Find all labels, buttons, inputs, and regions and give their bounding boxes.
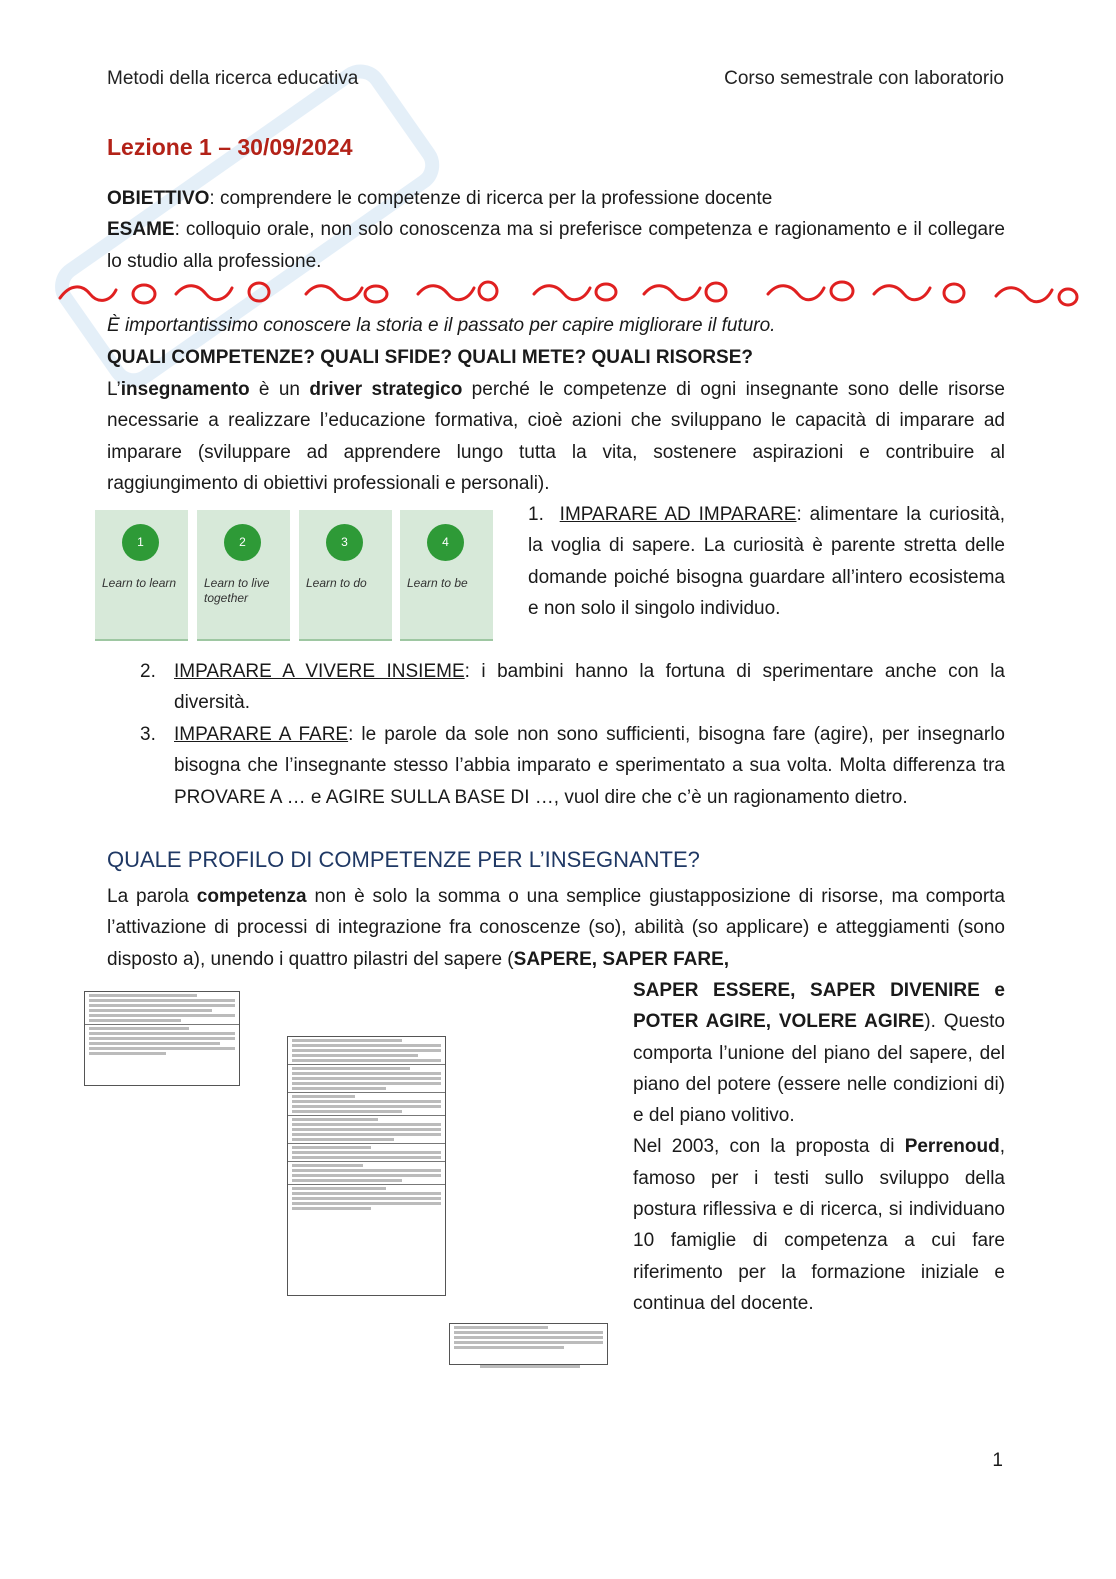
header-course-title: Metodi della ricerca educativa xyxy=(107,68,359,89)
intro-bold-teaching: insegnamento xyxy=(120,379,250,400)
list-title-1: IMPARARE AD IMPARARE xyxy=(559,504,797,525)
comp-text-3: ). Questo comporta l’unione del piano del sapere, del piano del potere (essere nelle condizioni di) e del piano volitivo. xyxy=(633,1011,1005,1127)
key-questions: QUALI COMPETENZE? QUALI SFIDE? QUALI METE? QUALI RISORSE? xyxy=(107,347,753,368)
competence-table-image-3 xyxy=(449,1323,608,1365)
pillar-card-2 xyxy=(197,510,290,641)
comp-bold-competenza: competenza xyxy=(196,886,307,907)
competence-table-image-2 xyxy=(287,1036,446,1296)
pillar-card-4 xyxy=(400,510,493,641)
comp-bold-pillars-b: SAPER ESSERE, SAPER DIVENIRE e POTER AGIRE, VOLERE AGIRE xyxy=(633,980,1005,1033)
section-heading-profile: QUALE PROFILO DI COMPETENZE PER L’INSEGNANTE? xyxy=(107,847,700,872)
exam-label: ESAME xyxy=(107,219,175,241)
list-number-2: 2. xyxy=(140,661,156,682)
pillar-label-4: Learn to be xyxy=(407,576,468,590)
pillar-label-2: Learn to live together xyxy=(204,576,270,605)
competence-table-image-1 xyxy=(84,991,240,1086)
objective-exam-block xyxy=(107,183,1005,277)
pillar-number-1: 1 xyxy=(122,524,159,561)
pillar-label-1: Learn to learn xyxy=(102,576,177,590)
intro-text-2: è un xyxy=(249,379,310,400)
page-number: 1 xyxy=(992,1450,1003,1471)
pillar-number-4: 4 xyxy=(427,524,464,561)
list-title-2: IMPARARE A VIVERE INSIEME xyxy=(174,661,465,682)
list-text-2: : i bambini hanno la fortuna di sperimentare anche con la diversità. xyxy=(174,661,1006,714)
intro-text-1: L’ xyxy=(107,379,121,400)
list-item-2 xyxy=(140,656,1005,719)
pillar-card-1 xyxy=(95,510,188,641)
comp-text-5: , famoso per i testi sullo sviluppo della postura riflessiva e di ricerca, si individuano 10 famiglie di competenza a cui fare riferimento per la formazione iniziale e continua del docente. xyxy=(633,1136,1005,1314)
competence-paragraph xyxy=(107,881,1005,975)
list-text-1: : alimentare la curiosità, la voglia di sapere. La curiosità è parente stretta delle domande poiché bisogna guardare all’intero ecosistema e non solo il singolo individuo. xyxy=(528,504,1005,619)
lesson-title: Lezione 1 – 30/09/2024 xyxy=(107,134,353,160)
list-item-3 xyxy=(140,719,1005,813)
handwritten-divider xyxy=(56,276,1086,312)
pillar-number-2: 2 xyxy=(224,524,261,561)
comp-text-4: Nel 2003, con la proposta di xyxy=(633,1136,905,1158)
competence-right-column xyxy=(633,975,1005,1319)
intro-text-3: perché le competenze di ogni insegnante sono delle risorse necessarie a realizzare l’educazione formativa, cioè azioni che sviluppano le capacità di imparare ad imparare (sviluppare ad apprendere lungo tutta la vita, sostenere aspirazioni e contribuire al raggiungimento di obiettivi professionali e personali). xyxy=(107,379,1005,494)
header-course-type: Corso semestrale con laboratorio xyxy=(724,68,1004,89)
pillar-number-3: 3 xyxy=(326,524,363,561)
comp-bold-perrenoud: Perrenoud xyxy=(904,1136,1000,1158)
objective-text: : comprendere le competenze di ricerca per la professione docente xyxy=(209,188,773,209)
intro-bold-driver: driver strategico xyxy=(309,379,463,400)
figure-caption-image xyxy=(480,1365,580,1368)
list-text-3: : le parole da sole non sono sufficienti, bisogna fare (agire), per insegnarlo bisogna che l’insegnante stesso l’abbia imparato e sperimentato a sua volta. Molta differenza tra PROVARE A … e AGIRE SULLA BASE DI …, vuol dire che c’è un ragionamento dietro. xyxy=(174,724,1005,808)
exam-text: : colloquio orale, non solo conoscenza ma si preferisce competenza e ragionamento e il collegare lo studio alla professione. xyxy=(107,219,1005,272)
comp-text-1: La parola xyxy=(107,886,197,907)
italic-statement: È importantissimo conoscere la storia e il passato per capire migliorare il futuro. xyxy=(107,315,776,336)
list-number-3: 3. xyxy=(140,724,156,745)
comp-bold-pillars-a: SAPERE, SAPER FARE, xyxy=(513,948,730,970)
intro-paragraph xyxy=(107,374,1005,499)
objective-label: OBIETTIVO xyxy=(107,188,210,209)
list-number-1: 1. xyxy=(528,504,544,525)
list-title-3: IMPARARE A FARE xyxy=(174,724,349,745)
pillar-card-3 xyxy=(299,510,392,641)
comp-text-2: non è solo la somma o una semplice giustapposizione di risorse, ma comporta l’attivazione di processi di integrazione fra conoscenze (so), abilità (so applicare) e atteggiamenti (sono disposto a), unendo i quattro pilastri del sapere ( xyxy=(107,886,1005,970)
list-item-1 xyxy=(528,499,1005,624)
exam-line xyxy=(107,214,1005,277)
objective-line xyxy=(107,183,1005,214)
pillar-label-3: Learn to do xyxy=(306,576,367,590)
